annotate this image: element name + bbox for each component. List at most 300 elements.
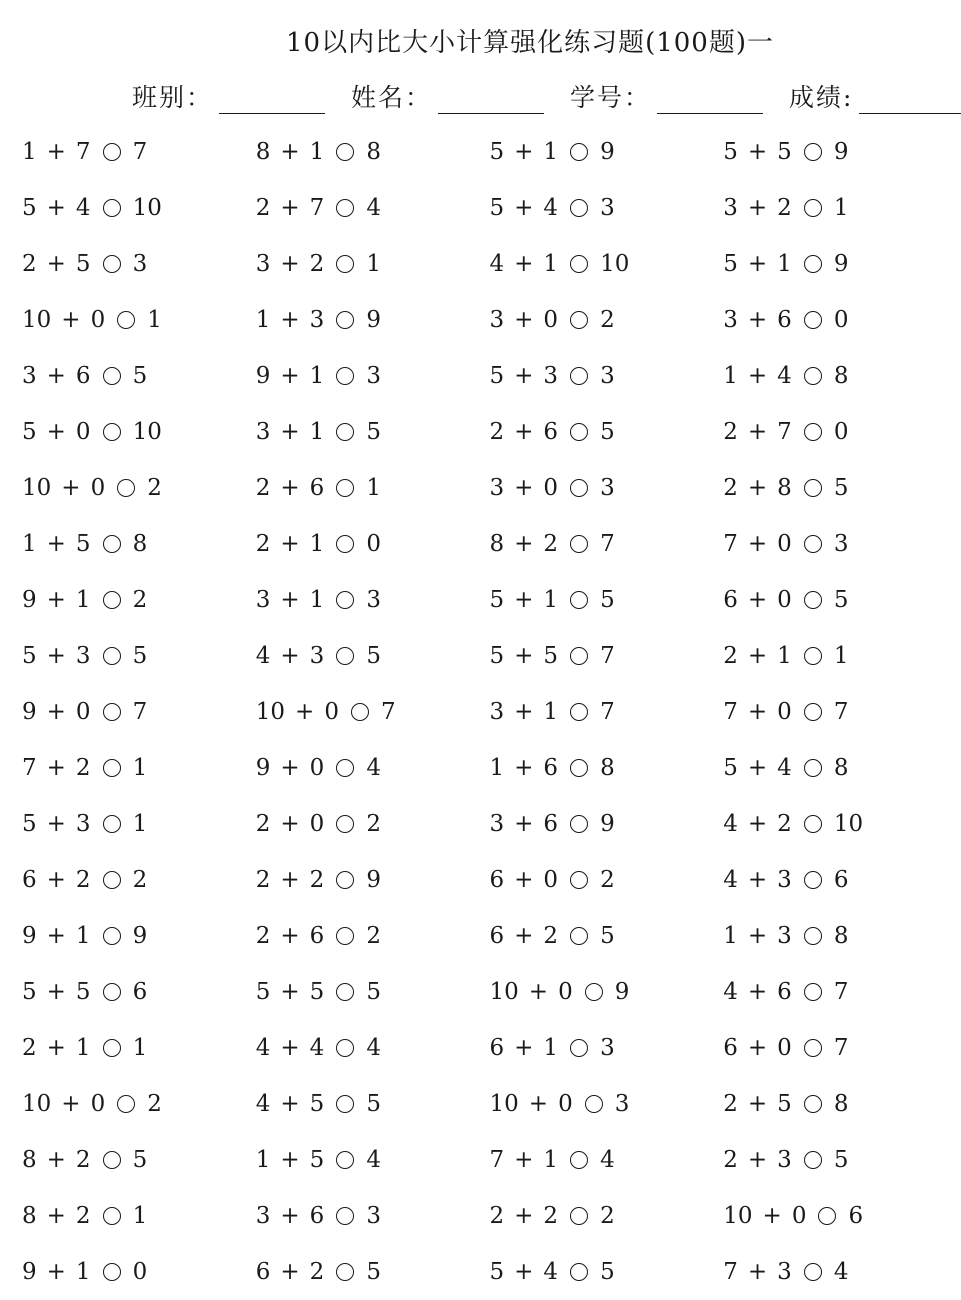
answer-circle[interactable]: [103, 591, 121, 609]
problem-item: [723, 923, 957, 949]
first-addend: 5: [489, 195, 505, 221]
answer-circle[interactable]: [818, 1207, 836, 1225]
answer-circle[interactable]: [336, 647, 354, 665]
plus-sign: +: [747, 979, 768, 1005]
compare-value: 5: [833, 587, 849, 613]
second-addend: 0: [90, 307, 106, 333]
compare-value: 7: [833, 1035, 849, 1061]
plus-sign: +: [747, 195, 768, 221]
plus-sign: +: [46, 251, 66, 277]
problem-item: [256, 811, 490, 837]
problem-item: [490, 1035, 724, 1061]
compare-value: 10: [132, 195, 162, 221]
first-addend: 6: [255, 1259, 271, 1285]
first-addend: 2: [22, 251, 37, 277]
answer-circle[interactable]: [336, 1151, 354, 1169]
first-addend: 8: [22, 1147, 37, 1173]
answer-circle[interactable]: [804, 759, 822, 777]
plus-sign: +: [747, 139, 768, 165]
problem-item: [22, 1203, 256, 1229]
answer-circle[interactable]: [336, 311, 354, 329]
problem-item: [490, 195, 724, 221]
second-addend: 0: [309, 811, 325, 837]
compare-value: 4: [600, 1147, 615, 1173]
compare-value: 2: [600, 867, 615, 893]
answer-circle[interactable]: [117, 1095, 135, 1113]
plus-sign: +: [747, 699, 768, 725]
second-addend: 4: [543, 1259, 559, 1285]
problem-row: [22, 964, 957, 1020]
answer-circle[interactable]: [804, 1095, 822, 1113]
compare-value: 1: [366, 475, 381, 501]
answer-circle[interactable]: [103, 927, 121, 945]
answer-circle[interactable]: [336, 591, 354, 609]
compare-value: 3: [366, 1203, 381, 1229]
second-addend: 1: [543, 699, 559, 725]
answer-circle[interactable]: [570, 535, 588, 553]
second-addend: 7: [309, 195, 325, 221]
compare-value: 4: [366, 755, 381, 781]
answer-circle[interactable]: [103, 1039, 121, 1057]
problem-item: [723, 195, 957, 221]
score-field: [789, 78, 961, 114]
second-addend: 1: [309, 419, 325, 445]
problem-item: [723, 307, 957, 333]
problem-item: [256, 307, 490, 333]
compare-value: 1: [833, 643, 849, 669]
answer-circle[interactable]: [103, 983, 121, 1001]
plus-sign: +: [61, 475, 81, 501]
second-addend: 1: [543, 139, 559, 165]
first-addend: 3: [255, 419, 271, 445]
first-addend: 4: [723, 867, 738, 893]
answer-circle[interactable]: [570, 815, 588, 833]
answer-circle[interactable]: [103, 759, 121, 777]
second-addend: 1: [309, 587, 325, 613]
plus-sign: +: [747, 363, 768, 389]
answer-circle[interactable]: [804, 815, 822, 833]
plus-sign: +: [514, 363, 534, 389]
second-addend: 0: [543, 867, 559, 893]
compare-value: 5: [600, 923, 615, 949]
problem-item: [22, 139, 256, 165]
plus-sign: +: [46, 1035, 66, 1061]
score-blank[interactable]: [859, 91, 961, 114]
answer-circle[interactable]: [336, 479, 354, 497]
first-addend: 3: [723, 307, 738, 333]
first-addend: 6: [723, 587, 738, 613]
second-addend: 0: [558, 979, 573, 1005]
compare-value: 2: [147, 1091, 162, 1117]
answer-circle[interactable]: [117, 479, 135, 497]
class-label: 班别：: [132, 83, 214, 112]
compare-value: 7: [132, 139, 148, 165]
answer-circle[interactable]: [804, 311, 822, 329]
answer-circle[interactable]: [103, 367, 121, 385]
first-addend: 1: [255, 307, 271, 333]
first-addend: 2: [22, 1035, 37, 1061]
compare-value: 5: [600, 1259, 615, 1285]
compare-value: 5: [366, 419, 381, 445]
first-addend: 2: [723, 475, 738, 501]
plus-sign: +: [514, 475, 534, 501]
compare-value: 8: [833, 755, 849, 781]
second-addend: 5: [75, 531, 91, 557]
first-addend: 9: [22, 587, 37, 613]
plus-sign: +: [280, 587, 300, 613]
second-addend: 2: [75, 867, 91, 893]
compare-value: 5: [366, 643, 381, 669]
answer-circle[interactable]: [585, 1095, 603, 1113]
second-addend: 6: [777, 979, 792, 1005]
plus-sign: +: [280, 419, 300, 445]
first-addend: 5: [723, 251, 738, 277]
problem-item: [723, 531, 957, 557]
answer-circle[interactable]: [804, 703, 822, 721]
first-addend: 1: [255, 1147, 271, 1173]
first-addend: 3: [723, 195, 738, 221]
compare-value: 5: [600, 419, 615, 445]
class-blank[interactable]: [219, 91, 325, 114]
problem-item: [22, 755, 256, 781]
compare-value: 9: [614, 979, 630, 1005]
problem-item: [723, 755, 957, 781]
compare-value: 4: [833, 1259, 849, 1285]
answer-circle[interactable]: [570, 591, 588, 609]
problem-item: [256, 195, 490, 221]
problem-item: [22, 699, 256, 725]
answer-circle[interactable]: [804, 591, 822, 609]
second-addend: 0: [791, 1203, 807, 1229]
first-addend: 4: [489, 251, 505, 277]
first-addend: 1: [489, 755, 505, 781]
answer-circle[interactable]: [336, 1095, 354, 1113]
plus-sign: +: [747, 643, 768, 669]
second-addend: 3: [543, 363, 559, 389]
compare-value: 2: [132, 587, 148, 613]
compare-value: 3: [600, 475, 615, 501]
second-addend: 5: [309, 1147, 325, 1173]
plus-sign: +: [46, 699, 66, 725]
second-addend: 6: [75, 363, 91, 389]
first-addend: 7: [723, 531, 738, 557]
answer-circle[interactable]: [103, 143, 121, 161]
answer-circle[interactable]: [570, 423, 588, 441]
first-addend: 6: [22, 867, 37, 893]
compare-value: 9: [366, 867, 381, 893]
answer-circle[interactable]: [570, 871, 588, 889]
problem-item: [256, 251, 490, 277]
problem-item: [22, 195, 256, 221]
compare-value: 5: [366, 1091, 381, 1117]
problem-item: [256, 1035, 490, 1061]
answer-circle[interactable]: [103, 255, 121, 273]
first-addend: 9: [22, 1259, 37, 1285]
compare-value: 5: [833, 475, 849, 501]
plus-sign: +: [747, 811, 768, 837]
answer-circle[interactable]: [103, 1263, 121, 1281]
second-addend: 4: [543, 195, 559, 221]
answer-circle[interactable]: [103, 647, 121, 665]
problem-item: [490, 475, 724, 501]
answer-circle[interactable]: [804, 423, 822, 441]
compare-value: 3: [833, 531, 849, 557]
answer-circle[interactable]: [336, 143, 354, 161]
second-addend: 1: [543, 1147, 559, 1173]
compare-value: 0: [833, 307, 849, 333]
answer-circle[interactable]: [585, 983, 603, 1001]
answer-circle[interactable]: [570, 143, 588, 161]
compare-value: 5: [132, 363, 148, 389]
second-addend: 2: [777, 811, 792, 837]
answer-circle[interactable]: [336, 1263, 354, 1281]
second-addend: 2: [309, 251, 325, 277]
plus-sign: +: [514, 195, 534, 221]
answer-circle[interactable]: [336, 199, 354, 217]
problem-item: [22, 475, 256, 501]
compare-value: 5: [366, 979, 381, 1005]
answer-circle[interactable]: [103, 1207, 121, 1225]
first-addend: 3: [255, 251, 271, 277]
answer-circle[interactable]: [336, 1207, 354, 1225]
second-addend: 1: [309, 531, 325, 557]
answer-circle[interactable]: [570, 1263, 588, 1281]
first-addend: 2: [489, 1203, 505, 1229]
second-addend: 1: [543, 251, 559, 277]
answer-circle[interactable]: [804, 535, 822, 553]
answer-circle[interactable]: [336, 927, 354, 945]
plus-sign: +: [280, 531, 300, 557]
first-addend: 7: [723, 699, 738, 725]
problem-item: [723, 1091, 957, 1117]
first-addend: 4: [723, 979, 738, 1005]
plus-sign: +: [514, 531, 534, 557]
answer-circle[interactable]: [103, 703, 121, 721]
second-addend: 4: [777, 363, 792, 389]
second-addend: 2: [75, 1203, 91, 1229]
problem-item: [490, 811, 724, 837]
answer-circle[interactable]: [570, 1207, 588, 1225]
compare-value: 6: [132, 979, 148, 1005]
first-addend: 9: [255, 363, 271, 389]
answer-circle[interactable]: [804, 143, 822, 161]
plus-sign: +: [61, 307, 81, 333]
answer-circle[interactable]: [336, 815, 354, 833]
compare-value: 2: [132, 867, 148, 893]
plus-sign: +: [747, 587, 768, 613]
answer-circle[interactable]: [804, 927, 822, 945]
compare-value: 8: [600, 755, 615, 781]
first-addend: 2: [255, 867, 271, 893]
answer-circle[interactable]: [570, 311, 588, 329]
problem-item: [490, 643, 724, 669]
answer-circle[interactable]: [336, 983, 354, 1001]
answer-circle[interactable]: [336, 367, 354, 385]
problem-item: [22, 1259, 256, 1285]
problem-row: [22, 348, 957, 404]
first-addend: 6: [489, 1035, 505, 1061]
first-addend: 5: [489, 1259, 505, 1285]
second-addend: 1: [777, 643, 792, 669]
first-addend: 9: [22, 923, 37, 949]
name-blank[interactable]: [438, 91, 544, 114]
compare-value: 4: [366, 1035, 381, 1061]
second-addend: 5: [75, 251, 91, 277]
problem-item: [256, 923, 490, 949]
first-addend: 10: [489, 979, 519, 1005]
answer-circle[interactable]: [336, 423, 354, 441]
problem-row: [22, 908, 957, 964]
problem-item: [256, 363, 490, 389]
compare-value: 3: [600, 363, 615, 389]
second-addend: 0: [777, 587, 792, 613]
compare-value: 2: [600, 307, 615, 333]
second-addend: 0: [90, 1091, 106, 1117]
answer-circle[interactable]: [570, 255, 588, 273]
problem-item: [723, 1035, 957, 1061]
answer-circle[interactable]: [336, 871, 354, 889]
answer-circle[interactable]: [103, 871, 121, 889]
compare-value: 7: [600, 531, 615, 557]
answer-circle[interactable]: [804, 1151, 822, 1169]
second-addend: 1: [75, 1259, 91, 1285]
first-addend: 6: [489, 867, 505, 893]
answer-circle[interactable]: [103, 1151, 121, 1169]
first-addend: 3: [489, 699, 505, 725]
answer-circle[interactable]: [570, 479, 588, 497]
first-addend: 10: [489, 1091, 519, 1117]
plus-sign: +: [46, 195, 66, 221]
problem-item: [723, 475, 957, 501]
second-addend: 1: [543, 1035, 559, 1061]
answer-circle[interactable]: [804, 479, 822, 497]
second-addend: 4: [777, 755, 792, 781]
plus-sign: +: [46, 419, 66, 445]
compare-value: 2: [147, 475, 162, 501]
plus-sign: +: [280, 475, 300, 501]
problem-item: [256, 1259, 490, 1285]
answer-circle[interactable]: [336, 759, 354, 777]
plus-sign: +: [280, 363, 300, 389]
problem-item: [490, 923, 724, 949]
student-id-blank[interactable]: [657, 91, 763, 114]
second-addend: 0: [324, 699, 339, 725]
answer-circle[interactable]: [570, 1151, 588, 1169]
answer-circle[interactable]: [804, 1039, 822, 1057]
problem-item: [256, 1091, 490, 1117]
problem-row: [22, 236, 957, 292]
compare-value: 1: [833, 195, 849, 221]
problem-item: [490, 251, 724, 277]
problem-row: [22, 740, 957, 796]
plus-sign: +: [280, 251, 300, 277]
compare-value: 2: [366, 811, 381, 837]
first-addend: 5: [22, 643, 37, 669]
answer-circle[interactable]: [570, 703, 588, 721]
problem-item: [22, 307, 256, 333]
second-addend: 4: [75, 195, 91, 221]
first-addend: 8: [255, 139, 271, 165]
second-addend: 0: [75, 699, 91, 725]
first-addend: 6: [723, 1035, 738, 1061]
plus-sign: +: [46, 979, 66, 1005]
first-addend: 7: [22, 755, 37, 781]
answer-circle[interactable]: [570, 647, 588, 665]
answer-circle[interactable]: [336, 1039, 354, 1057]
problem-item: [723, 643, 957, 669]
answer-circle[interactable]: [103, 423, 121, 441]
plus-sign: +: [747, 251, 768, 277]
compare-value: 5: [132, 643, 148, 669]
plus-sign: +: [514, 139, 534, 165]
answer-circle[interactable]: [804, 367, 822, 385]
answer-circle[interactable]: [804, 871, 822, 889]
second-addend: 3: [75, 811, 91, 837]
first-addend: 10: [22, 1091, 52, 1117]
first-addend: 5: [723, 139, 738, 165]
compare-value: 9: [132, 923, 148, 949]
first-addend: 3: [22, 363, 37, 389]
problem-item: [490, 587, 724, 613]
problem-row: [22, 852, 957, 908]
first-addend: 5: [22, 811, 37, 837]
second-addend: 4: [309, 1035, 325, 1061]
answer-circle[interactable]: [351, 703, 369, 721]
problem-item: [256, 139, 490, 165]
answer-circle[interactable]: [804, 1263, 822, 1281]
compare-value: 3: [366, 363, 381, 389]
answer-circle[interactable]: [103, 199, 121, 217]
first-addend: 5: [489, 587, 505, 613]
plus-sign: +: [280, 1091, 300, 1117]
plus-sign: +: [514, 307, 534, 333]
answer-circle[interactable]: [103, 815, 121, 833]
second-addend: 3: [777, 923, 792, 949]
answer-circle[interactable]: [336, 255, 354, 273]
compare-value: 7: [833, 699, 849, 725]
plus-sign: +: [46, 1203, 66, 1229]
answer-circle[interactable]: [804, 255, 822, 273]
first-addend: 9: [255, 755, 271, 781]
problem-item: [490, 139, 724, 165]
answer-circle[interactable]: [103, 535, 121, 553]
first-addend: 7: [723, 1259, 738, 1285]
answer-circle[interactable]: [570, 927, 588, 945]
problem-item: [22, 251, 256, 277]
answer-circle[interactable]: [804, 199, 822, 217]
answer-circle[interactable]: [336, 535, 354, 553]
name-field: [351, 78, 558, 114]
problem-item: [22, 587, 256, 613]
answer-circle[interactable]: [804, 983, 822, 1001]
compare-value: 1: [132, 1035, 148, 1061]
answer-circle[interactable]: [570, 759, 588, 777]
answer-circle[interactable]: [570, 199, 588, 217]
answer-circle[interactable]: [117, 311, 135, 329]
student-info-line: [132, 78, 961, 114]
second-addend: 2: [543, 531, 559, 557]
problem-item: [256, 475, 490, 501]
answer-circle[interactable]: [570, 1039, 588, 1057]
problem-item: [256, 531, 490, 557]
first-addend: 5: [255, 979, 271, 1005]
answer-circle[interactable]: [804, 647, 822, 665]
problem-row: [22, 460, 957, 516]
compare-value: 6: [833, 867, 849, 893]
answer-circle[interactable]: [570, 367, 588, 385]
problem-item: [256, 979, 490, 1005]
compare-value: 9: [833, 139, 849, 165]
